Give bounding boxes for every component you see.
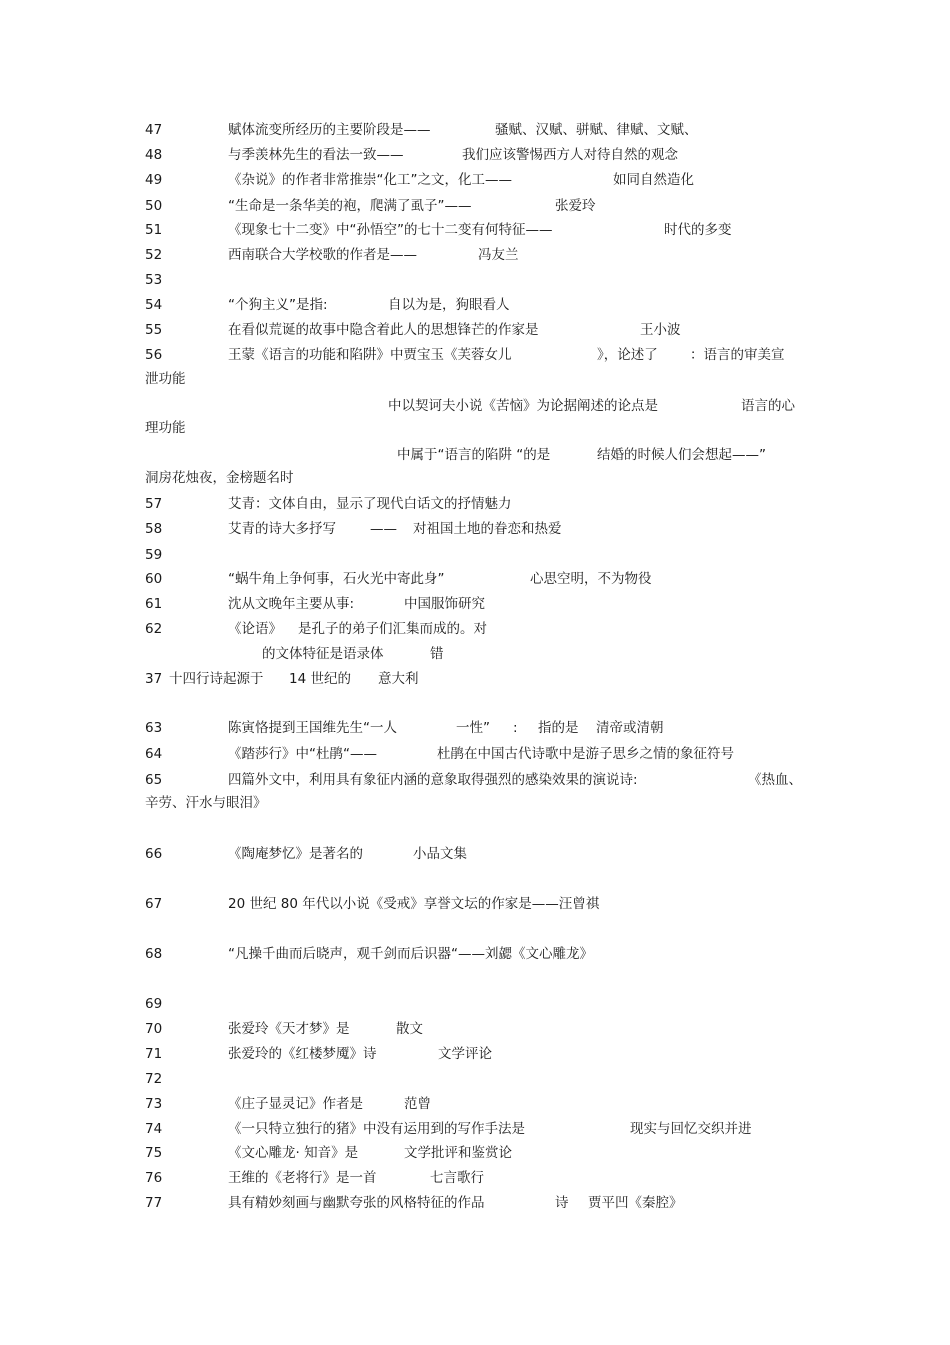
item-number: 59: [145, 547, 163, 563]
answer-text: 结婚的时候人们会想起——”: [597, 447, 766, 463]
item-number: 58: [145, 521, 163, 537]
item-number: 54: [145, 297, 163, 313]
answer-text: 杜鹃在中国古代诗歌中是游子思乡之情的象征符号: [437, 746, 734, 762]
question-text: :: [513, 720, 518, 736]
question-text: 十四行诗起源于: [169, 671, 264, 687]
question-text: “个狗主义”是指:: [228, 297, 328, 313]
question-text: 《陶庵梦忆》是著名的: [228, 846, 363, 862]
question-text: “生命是一条华美的袍，爬满了虱子”——: [228, 198, 472, 214]
answer-text: 心思空明，不为物役: [530, 571, 652, 587]
item-number: 75: [145, 1145, 163, 1161]
question-text: 《踏莎行》中“杜鹃“——: [228, 746, 377, 762]
wrapped-text: 洞房花烛夜，金榜题名时: [145, 470, 294, 486]
answer-text: 是孔子的弟子们汇集而成的。对: [298, 621, 487, 637]
item-number: 72: [145, 1071, 163, 1087]
question-text: 《杂说》的作者非常推崇“化工”之文，化工——: [228, 172, 512, 188]
answer-text: 我们应该警惕西方人对待自然的观念: [462, 147, 678, 163]
item-number: 55: [145, 322, 163, 338]
item-number: 49: [145, 172, 163, 188]
question-text: 中以契诃夫小说《苦恼》为论据阐述的论点是: [388, 398, 658, 414]
item-number: 69: [145, 996, 163, 1012]
question-text: 西南联合大学校歌的作者是——: [228, 247, 417, 263]
item-number: 60: [145, 571, 163, 587]
item-number: 57: [145, 496, 163, 512]
question-text: “凡操千曲而后晓声，观千剑而后识器“——刘勰《文心雕龙》: [228, 946, 593, 962]
item-number: 62: [145, 621, 163, 637]
question-text: 与季羡林先生的看法一致——: [228, 147, 404, 163]
answer-text: 张爱玲: [555, 198, 596, 214]
answer-text: 错: [430, 646, 444, 662]
item-number: 63: [145, 720, 163, 736]
answer-text: 诗: [555, 1195, 569, 1211]
answer-text: ：语言的审美宣: [690, 347, 785, 363]
item-number: 37: [145, 671, 163, 687]
answer-text: 意大利: [378, 671, 419, 687]
item-number: 67: [145, 896, 163, 912]
answer-text: 小品文集: [413, 846, 467, 862]
item-number: 56: [145, 347, 163, 363]
item-number: 50: [145, 198, 163, 214]
answer-text: 中国服饰研究: [404, 596, 485, 612]
item-number: 70: [145, 1021, 163, 1037]
question-text: 一性”: [456, 720, 490, 736]
answer-text: 对祖国土地的眷恋和热爱: [413, 521, 562, 537]
question-text: 20 世纪 80 年代以小说《受戒》享誉文坛的作家是——汪曾祺: [228, 896, 600, 912]
question-text: 具有精妙刻画与幽默夸张的风格特征的作品: [228, 1195, 485, 1211]
question-text: 14 世纪的: [289, 671, 351, 687]
question-text: 《一只特立独行的猪》中没有运用到的写作手法是: [228, 1121, 525, 1137]
question-text: 赋体流变所经历的主要阶段是——: [228, 122, 431, 138]
item-number: 52: [145, 247, 163, 263]
item-number: 64: [145, 746, 163, 762]
answer-text: 现实与回忆交织并进: [630, 1121, 752, 1137]
question-text: 的文体特征是语录体: [262, 646, 384, 662]
question-text: 》，论述了: [597, 347, 658, 363]
item-number: 53: [145, 272, 163, 288]
answer-dash: ——: [370, 521, 397, 537]
answer-text: 语言的心: [741, 398, 795, 414]
question-text: 沈从文晚年主要从事:: [228, 596, 355, 612]
answer-text: 指的是: [538, 720, 579, 736]
question-text: 张爱玲的《红楼梦魇》诗: [228, 1046, 377, 1062]
item-number: 65: [145, 772, 163, 788]
item-number: 47: [145, 122, 163, 138]
answer-text: 如同自然造化: [613, 172, 694, 188]
question-text: “蜗牛角上争何事，石火光中寄此身”: [228, 571, 445, 587]
question-text: 四篇外文中，利用具有象征内涵的意象取得强烈的感染效果的演说诗:: [228, 772, 638, 788]
question-text: 张爱玲《天才梦》是: [228, 1021, 350, 1037]
question-text: 《庄子显灵记》作者是: [228, 1096, 363, 1112]
answer-text: 文学批评和鉴赏论: [404, 1145, 512, 1161]
question-text: 艾青：文体自由，显示了现代白话文的抒情魅力: [228, 496, 512, 512]
item-number: 51: [145, 222, 163, 238]
item-number: 48: [145, 147, 163, 163]
question-text: 《现象七十二变》中“孙悟空”的七十二变有何特征——: [228, 222, 553, 238]
answer-text: 范曾: [404, 1096, 431, 1112]
question-text: 中属于“语言的陷阱 “的是: [397, 447, 551, 463]
question-text: 在看似荒诞的故事中隐含着此人的思想锋芒的作家是: [228, 322, 539, 338]
question-text: 陈寅恪提到王国维先生“一人: [228, 720, 397, 736]
wrapped-text: 辛劳、汗水与眼泪》: [145, 795, 267, 811]
item-number: 73: [145, 1096, 163, 1112]
answer-text: 清帝或清朝: [596, 720, 664, 736]
item-number: 66: [145, 846, 163, 862]
wrapped-text: 泄功能: [145, 371, 186, 387]
answer-text: 冯友兰: [478, 247, 519, 263]
item-number: 77: [145, 1195, 163, 1211]
item-number: 61: [145, 596, 163, 612]
question-text: 王蒙《语言的功能和陷阱》中贾宝玉《芙蓉女儿: [228, 347, 512, 363]
question-text: 《文心雕龙· 知音》是: [228, 1145, 359, 1161]
answer-text: 自以为是，狗眼看人: [388, 297, 510, 313]
answer-text: 贾平凹《秦腔》: [588, 1195, 683, 1211]
question-text: 《论语》: [228, 621, 282, 637]
item-number: 74: [145, 1121, 163, 1137]
answer-text: 散文: [396, 1021, 423, 1037]
item-number: 76: [145, 1170, 163, 1186]
answer-text: 骚赋、汉赋、骈赋、律赋、文赋、: [495, 122, 698, 138]
item-number: 71: [145, 1046, 163, 1062]
question-text: 艾青的诗大多抒写: [228, 521, 336, 537]
question-text: 王维的《老将行》是一首: [228, 1170, 377, 1186]
answer-text: 时代的多变: [664, 222, 732, 238]
answer-text: 七言歌行: [430, 1170, 484, 1186]
answer-text: 王小波: [640, 322, 681, 338]
answer-text: 《热血、: [748, 772, 802, 788]
wrapped-text: 理功能: [145, 420, 186, 436]
answer-text: 文学评论: [438, 1046, 492, 1062]
item-number: 68: [145, 946, 163, 962]
